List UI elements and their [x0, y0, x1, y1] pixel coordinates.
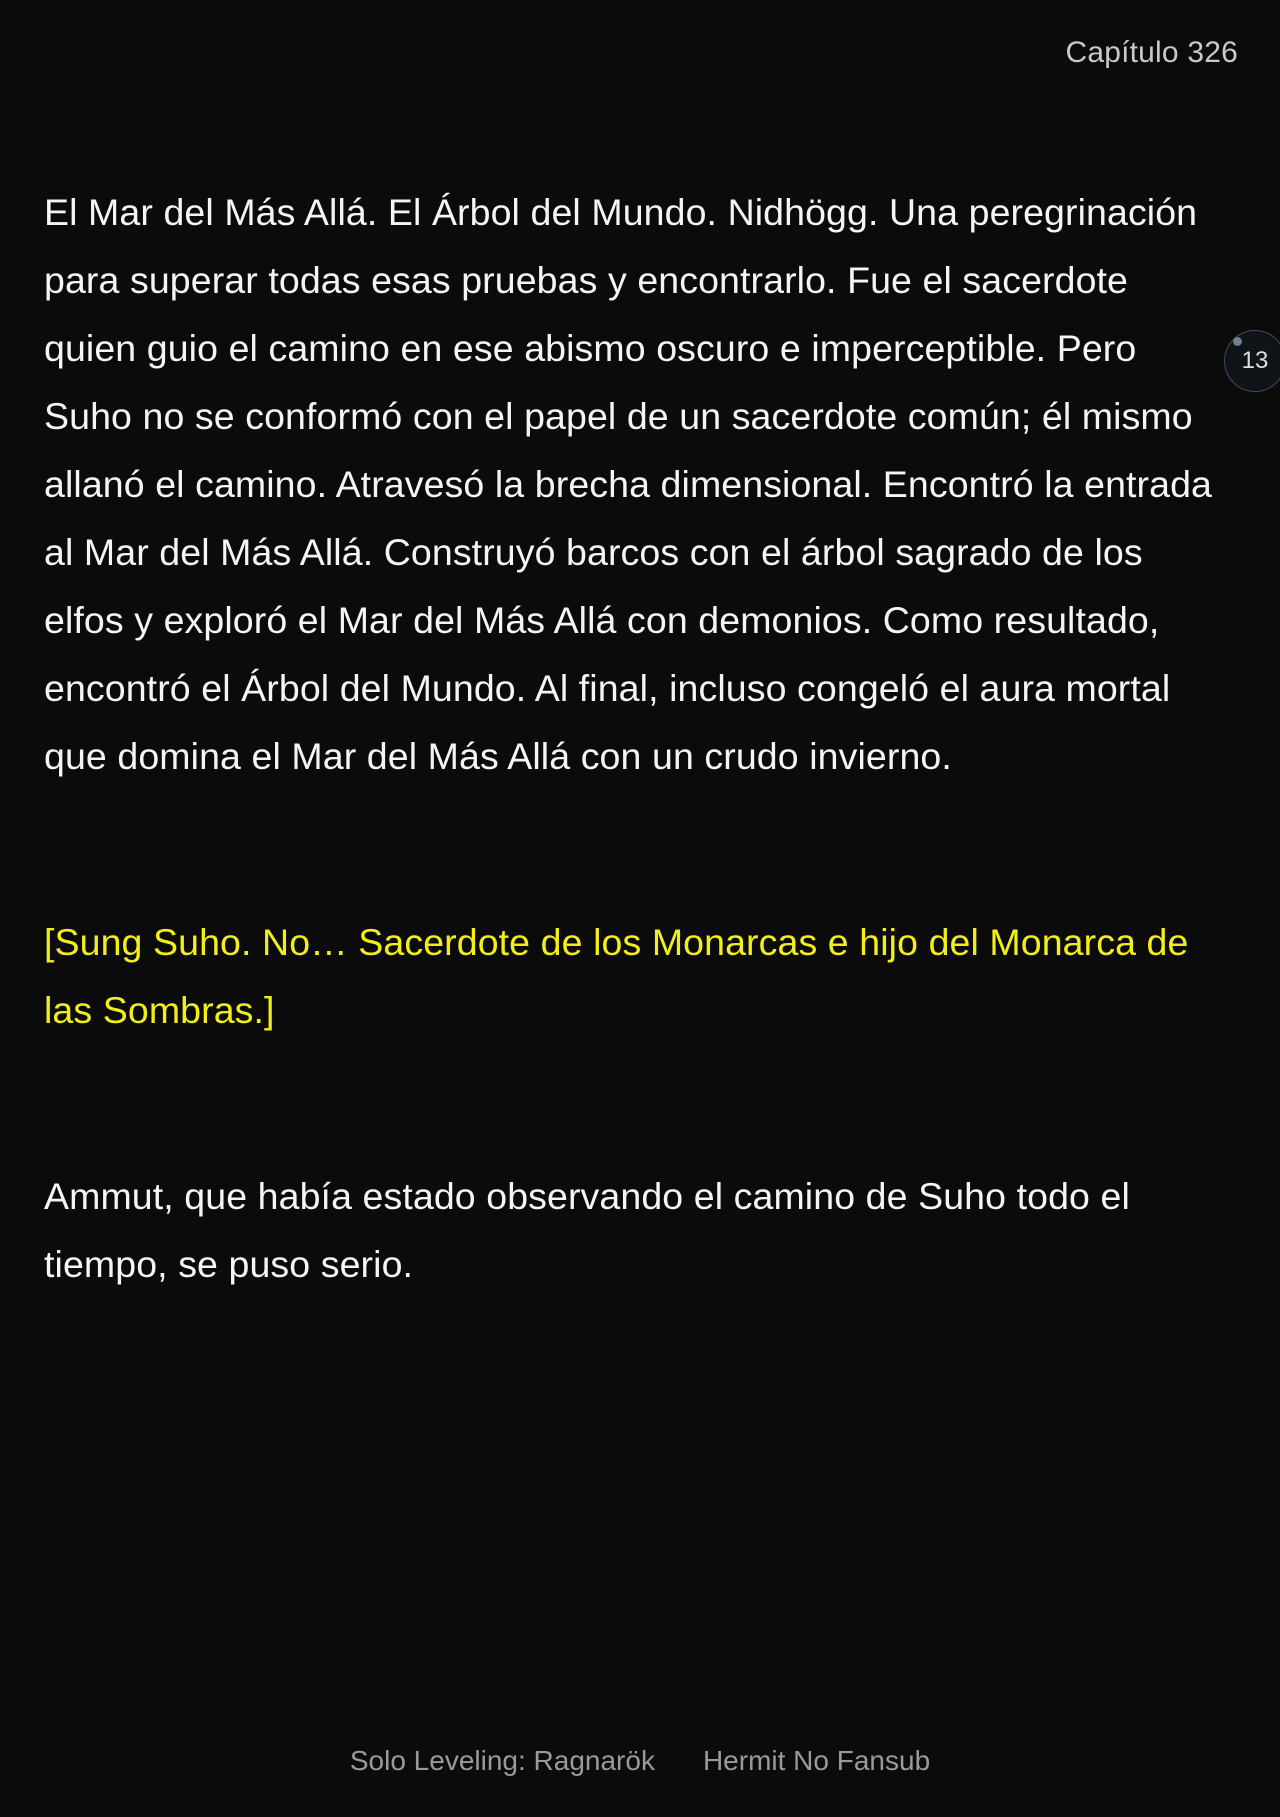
footer-fansub-credit: Hermit No Fansub [702, 1745, 931, 1776]
chapter-label: Capítulo 326 [1065, 36, 1238, 69]
footer-series-title: Solo Leveling: Ragnarök [349, 1745, 655, 1776]
chapter-content [44, 178, 1219, 1298]
footer [0, 1745, 1280, 1777]
page-indicator[interactable] [1224, 330, 1280, 392]
page-indicator-dot [1233, 337, 1242, 346]
paragraph-system-message: [Sung Suho. No… Sacerdote de los Monarcas e hijo del Monarca de las Sombras.] [44, 921, 1189, 1031]
page-indicator-value: 13 [1241, 347, 1269, 374]
paragraph-narration-1: El Mar del Más Allá. El Árbol del Mundo. Nidhögg. Una peregrinación para superar todas esas pruebas y encontrarlo. Fue el sacerdote quien guio el camino en ese abismo oscuro e imperceptible. Pero Suho no se conformó con el papel de un sacerdote común; él mismo allanó el camino. Atravesó la brecha dimensional. Encontró la entrada al Mar del Más Allá. Construyó barcos con el árbol sagrado de los elfos y exploró el Mar del Más Allá con demonios. Como resultado, encontró el Árbol del Mundo. Al final, incluso congeló el aura mortal que domina el Mar del Más Allá con un crudo invierno. [44, 191, 1213, 777]
paragraph-narration-2: Ammut, que había estado observando el camino de Suho todo el tiempo, se puso serio. [44, 1175, 1130, 1285]
